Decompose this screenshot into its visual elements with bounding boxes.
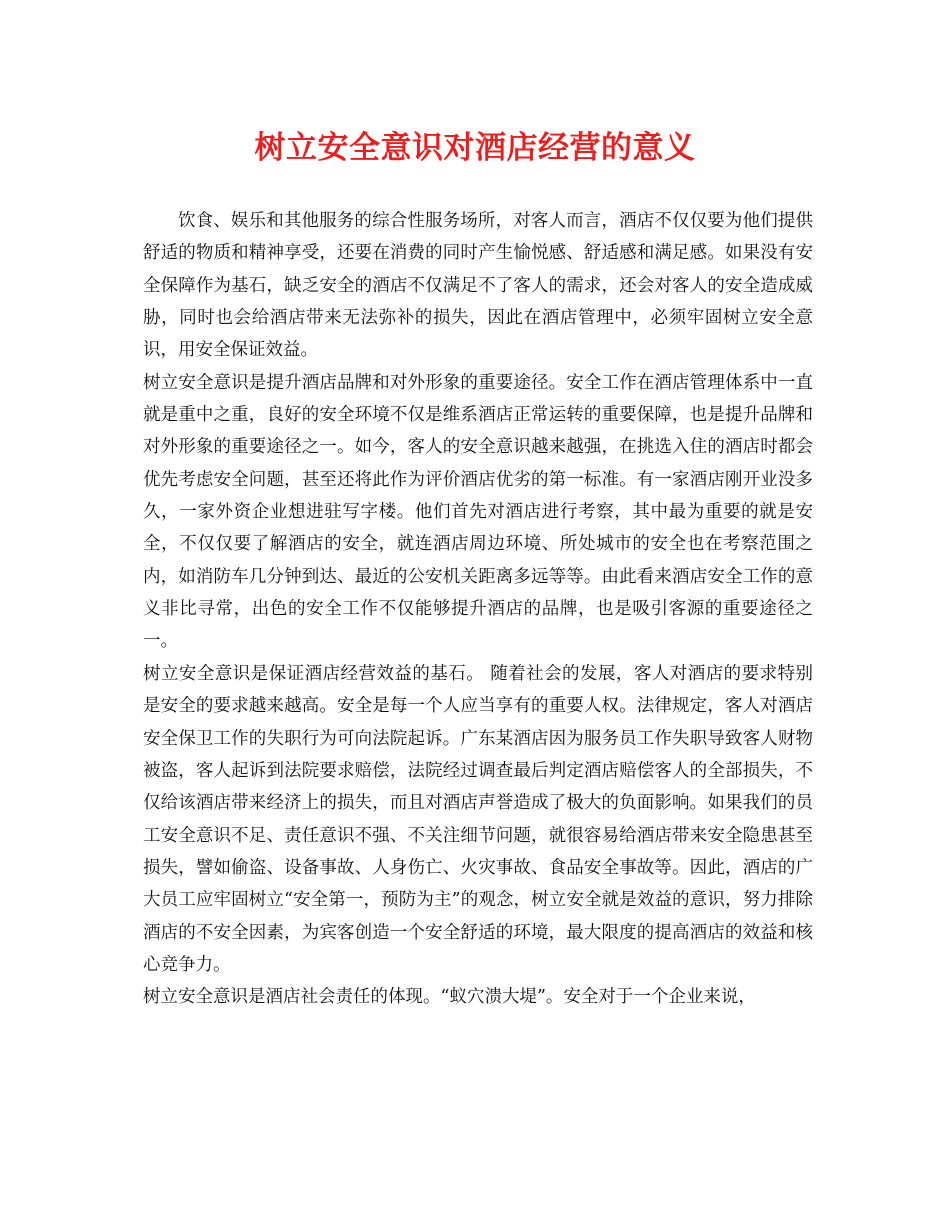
paragraph-intro: 饮食、娱乐和其他服务的综合性服务场所，对客人而言，酒店不仅仅要为他们提供舒适的物质和精神享受，还要在消费的同时产生愉悦感、舒适感和满足感。如果没有安全保障作为基石，缺乏安全的酒店不仅满足不了客人的需求，还会对客人的安全造成威胁，同时也会给酒店带来无法弥补的损失，因此在酒店管理中，必须牢固树立安全意识，用安全保证效益。: [143, 211, 813, 361]
paragraph-brand-image: 树立安全意识是提升酒店品牌和对外形象的重要途径。安全工作在酒店管理体系中一直就是重中之重，良好的安全环境不仅是维系酒店正常运转的重要保障，也是提升品牌和对外形象的重要途径之一。如今，客人的安全意识越来越强，在挑选入住的酒店时都会优先考虑安全问题，甚至还将此作为评价酒店优劣的第一标准。有一家酒店刚开业没多久，一家外资企业想进驻写字楼。他们首先对酒店进行考察，其中最为重要的就是安全，不仅仅要了解酒店的安全，就连酒店周边环境、所处城市的安全也在考察范围之内，如消防车几分钟到达、最近的公安机关距离多远等等。由此看来酒店安全工作的意义非比寻常，出色的安全工作不仅能够提升酒店的品牌，也是吸引客源的重要途径之一。: [143, 372, 813, 652]
paragraph-social-responsibility: 树立安全意识是酒店社会责任的体现。“蚁穴溃大堤”。安全对于一个企业来说，: [143, 987, 756, 1008]
paragraph-business-benefit: 树立安全意识是保证酒店经营效益的基石。 随着社会的发展，客人对酒店的要求特别是安全的要求越来越高。安全是每一个人应当享有的重要人权。法律规定，客人对酒店安全保卫工作的失职行为可向法院起诉。广东某酒店因为服务员工作失职导致客人财物被盗，客人起诉到法院要求赔偿，法院经过调查最后判定酒店赔偿客人的全部损失，不仅给该酒店带来经济上的损失，而且对酒店声誉造成了极大的负面影响。如果我们的员工安全意识不足、责任意识不强、不关注细节问题，就很容易给酒店带来安全隐患甚至损失，譬如偷盗、设备事故、人身伤亡、火灾事故、食品安全事故等。因此，酒店的广大员工应牢固树立“安全第一，预防为主”的观念，树立安全就是效益的意识，努力排除酒店的不安全因素，为宾客创造一个安全舒适的环境，最大限度的提高酒店的效益和核心竞争力。: [143, 663, 813, 975]
document-title: 树立安全意识对酒店经营的意义: [254, 130, 696, 166]
document-body: [143, 205, 813, 1014]
